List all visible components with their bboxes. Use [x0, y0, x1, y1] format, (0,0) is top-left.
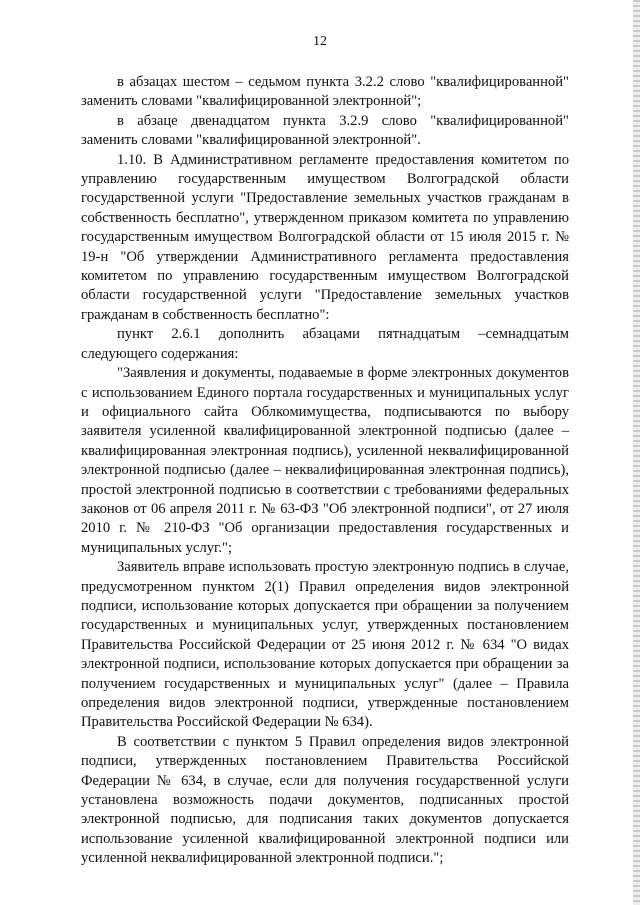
- paragraph-6: Заявитель вправе использовать простую электронную подпись в случае, предусмотренном пунктом 2(1) Правил определения видов электронной подписи, использование которых допускается при обращении за получением государственных и муниципальных услуг, утвержденных постановлением Правительства Российской Федерации от 25 июня 2012 г. № 634 "О видах электронной подписи, использование которых допускается при обращении за получением государственных и муниципальных услуг" (далее – Правила определения видов электронной подписи, утвержденные постановлением Правительства Российской Федерации № 634).: [81, 559, 569, 731]
- scan-edge-strip: [633, 0, 640, 905]
- paragraph-4: пункт 2.6.1 дополнить абзацами пятнадцатым –семнадцатым следующего содержания:: [81, 326, 569, 362]
- paragraph-5: "Заявления и документы, подаваемые в форме электронных документов с использованием Единого портала государственных и муниципальных услуг и официального сайта Облкомимущества, подписываются по выбору заявителя усиленной квалифицированной электронной подписью (далее – квалифицированная электронная подпись), усиленной неквалифицированной электронной подписью (далее – неквалифицированная электронная подпись), простой электронной подписью в соответствии с требованиями федеральных законов от 06 апреля 2011 г. № 63-ФЗ "Об электронной подписи", от 27 июля 2010 г. № 210-ФЗ "Об организации предоставления государственных и муниципальных услуг.";: [81, 365, 569, 556]
- paragraph-1: в абзацах шестом – седьмом пункта 3.2.2 слово "квалифицированной" заменить словами "квалифицированной электронной";: [81, 74, 569, 110]
- paragraph-7: В соответствии с пунктом 5 Правил определения видов электронной подписи, утвержденных постановлением Правительства Российской Федерации № 634, в случае, если для получения государственной услуги установлена возможность подачи документов, подписанных простой электронной подписью, для подписания таких документов допускается использование усиленной квалифицированной электронной подписи или усиленной неквалифицированной электронной подписи.";: [81, 733, 569, 867]
- paragraph-3: 1.10. В Административном регламенте предоставления комитетом по управлению государственным имуществом Волгоградской области государственной услуги "Предоставление земельных участков гражданам в собственность бесплатно", утвержденном приказом комитета по управлению государственным имуществом Волгоградской области от 15 июля 2015 г. № 19-н "Об утверждении Административного регламента предоставления комитетом по управлению государственным имуществом Волгоградской области государственной услуги "Предоставление земельных участков гражданам в собственность бесплатно":: [81, 151, 569, 323]
- document-body: [81, 73, 569, 869]
- page-number: 12: [313, 34, 327, 49]
- paragraph-2: в абзаце двенадцатом пункта 3.2.9 слово "квалифицированной" заменить словами "квалифицированной электронной".: [81, 112, 569, 149]
